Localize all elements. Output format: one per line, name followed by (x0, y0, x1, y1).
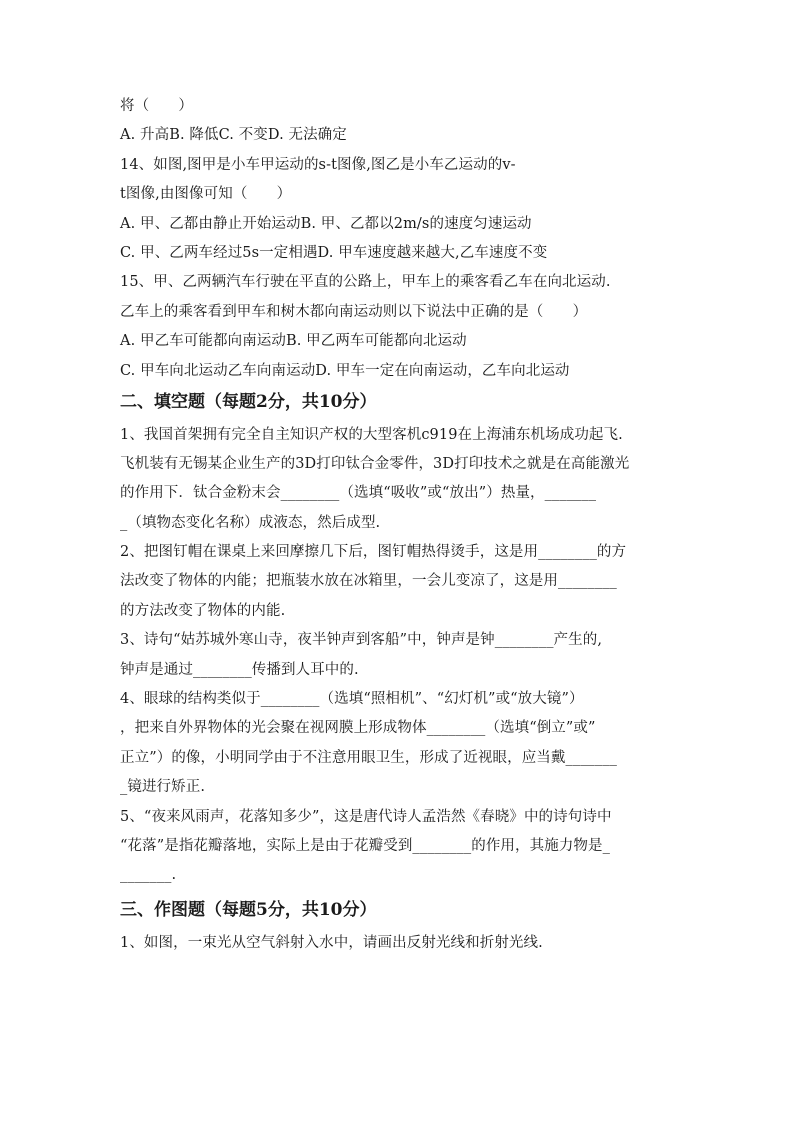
fill2-line-3: 的方法改变了物体的内能. (120, 602, 286, 619)
fill5-line-2: “花落”是指花瓣落地，实际上是由于花瓣受到________的作用，其施力物是_ (120, 837, 610, 854)
section-2-heading: 二、填空题（每题2分，共10分） (120, 391, 377, 412)
draw1-line-1: 1、如图，一束光从空气斜射入水中，请画出反射光线和折射光线. (120, 935, 543, 952)
fill5-line-3: _______. (120, 867, 177, 884)
q15-stem-line-1: 15、甲、乙两辆汽车行驶在平直的公路上，甲车上的乘客看乙车在向北运动. (120, 274, 611, 291)
fill1-line-4: _（填物态变化名称）成液态，然后成型. (120, 514, 381, 531)
q14-options-ab: A. 甲、乙都由静止开始运动B. 甲、乙都以2m/s的速度匀速运动 (120, 215, 532, 232)
q15-stem-line-2: 乙车上的乘客看到甲车和树木都向南运动则以下说法中正确的是（ ） (120, 303, 588, 320)
q14-stem-line-1: 14、如图,图甲是小车甲运动的s-t图像,图乙是小车乙运动的v- (120, 156, 516, 173)
fill1-line-3: 的作用下．钛合金粉末会________（选填“吸收”或“放出”）热量，_______ (120, 485, 597, 502)
q13-stem-line: 将（ ） (120, 98, 193, 114)
fill3-line-1: 3、诗句“姑苏城外寒山寺，夜半钟声到客船”中，钟声是钟________产生的, (120, 632, 603, 649)
fill1-line-2: 飞机装有无锡某企业生产的3D打印钛合金零件，3D打印技术之就是在高能激光 (120, 455, 630, 472)
fill3-line-2: 钟声是通过________传播到人耳中的. (120, 661, 359, 678)
q14-stem-line-2: t图像,由图像可知（ ） (120, 186, 292, 203)
section-3-heading: 三、作图题（每题5分，共10分） (120, 900, 377, 921)
fill4-line-3: 正立”）的像，小明同学由于不注意用眼卫生，形成了近视眼，应当戴_______ (120, 749, 617, 766)
fill2-line-1: 2、把图钉帽在课桌上来回摩擦几下后，图钉帽热得烫手，这是用________的方 (120, 544, 627, 561)
fill1-line-1: 1、我国首架拥有完全自主知识产权的大型客机c919在上海浦东机场成功起飞. (120, 426, 623, 443)
q14-options-cd: C. 甲、乙两车经过5s一定相遇D. 甲车速度越来越大,乙车速度不变 (120, 244, 548, 261)
fill4-line-2: ，把来自外界物体的光会聚在视网膜上形成物体________（选填“倒立”或” (120, 720, 596, 737)
document-page (120, 96, 680, 963)
q13-options: A. 升高B. 降低C. 不变D. 无法确定 (120, 127, 347, 144)
fill4-line-1: 4、眼球的结构类似于________（选填“照相机”、“幻灯机”或“放大镜”） (120, 691, 584, 708)
fill5-line-1: 5、“夜来风雨声，花落知多少”，这是唐代诗人孟浩然《春晓》中的诗句诗中 (120, 808, 612, 825)
q15-options-cd: C. 甲车向北运动乙车向南运动D. 甲车一定在向南运动，乙车向北运动 (120, 362, 570, 379)
fill4-line-4: _镜进行矫正. (120, 779, 206, 796)
q15-options-ab: A. 甲乙车可能都向南运动B. 甲乙两车可能都向北运动 (120, 333, 467, 350)
fill2-line-2: 法改变了物体的内能；把瓶装水放在冰箱里，一会儿变凉了，这是用________ (120, 573, 617, 590)
